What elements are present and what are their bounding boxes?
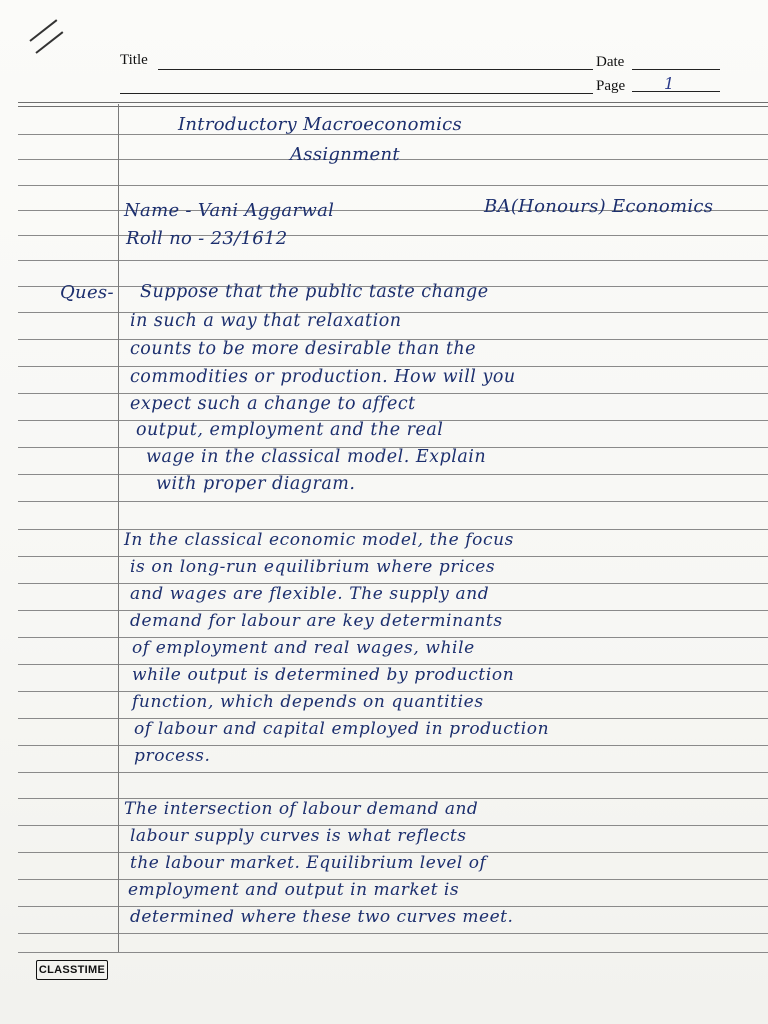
answer-line: In the classical economic model, the focus — [124, 530, 514, 550]
date-label: Date — [596, 54, 625, 70]
page-number: 1 — [664, 74, 675, 93]
question-line: in such a way that relaxation — [130, 311, 402, 331]
question-line: with proper diagram. — [156, 474, 356, 494]
answer-line: labour supply curves is what reflects — [130, 826, 467, 846]
margin-line — [118, 104, 119, 952]
title-second-line — [120, 93, 593, 94]
question-label: Ques- — [60, 282, 114, 303]
assignment-title-line2: Assignment — [290, 144, 400, 165]
question-line: wage in the classical model. Explain — [146, 447, 487, 467]
ruled-line — [18, 474, 768, 475]
ruled-line — [18, 952, 768, 953]
answer-line: employment and output in market is — [128, 880, 460, 900]
answer-line: and wages are flexible. The supply and — [130, 584, 490, 604]
answer-line: of labour and capital employed in production — [134, 719, 550, 739]
answer-line: function, which depends on quantities — [132, 692, 484, 712]
ruled-line — [18, 501, 768, 502]
page-line — [632, 91, 720, 92]
answer-line: The intersection of labour demand and — [124, 799, 479, 819]
answer-line: is on long-run equilibrium where prices — [130, 557, 496, 577]
ruled-line — [18, 772, 768, 773]
classtime-logo: CLASSTIME — [36, 960, 108, 980]
answer-line: demand for labour are key determinants — [130, 611, 503, 631]
student-name: Name - Vani Aggarwal — [124, 200, 335, 221]
ruled-line — [18, 185, 768, 186]
answer-line: process. — [134, 746, 211, 766]
answer-line: while output is determined by production — [132, 665, 515, 685]
page-label: Page — [596, 78, 626, 94]
question-line: expect such a change to affect — [130, 394, 416, 414]
question-line: commodities or production. How will you — [130, 367, 516, 387]
assignment-title-line1: Introductory Macroeconomics — [178, 114, 463, 135]
title-line — [158, 69, 593, 70]
header-rule — [18, 102, 768, 103]
answer-line: determined where these two curves meet. — [130, 907, 514, 927]
question-line: output, employment and the real — [136, 420, 444, 440]
question-line: counts to be more desirable than the — [130, 339, 477, 359]
student-course: BA(Honours) Economics — [484, 196, 714, 217]
question-line: Suppose that the public taste change — [140, 282, 489, 302]
ruled-line — [18, 745, 768, 746]
header-rule — [18, 106, 768, 107]
answer-line: the labour market. Equilibrium level of — [130, 853, 487, 873]
student-roll: Roll no - 23/1612 — [126, 228, 288, 249]
ruled-line — [18, 260, 768, 261]
title-label: Title — [120, 52, 148, 68]
ruled-line — [18, 933, 768, 934]
answer-line: of employment and real wages, while — [132, 638, 475, 658]
date-line — [632, 69, 720, 70]
